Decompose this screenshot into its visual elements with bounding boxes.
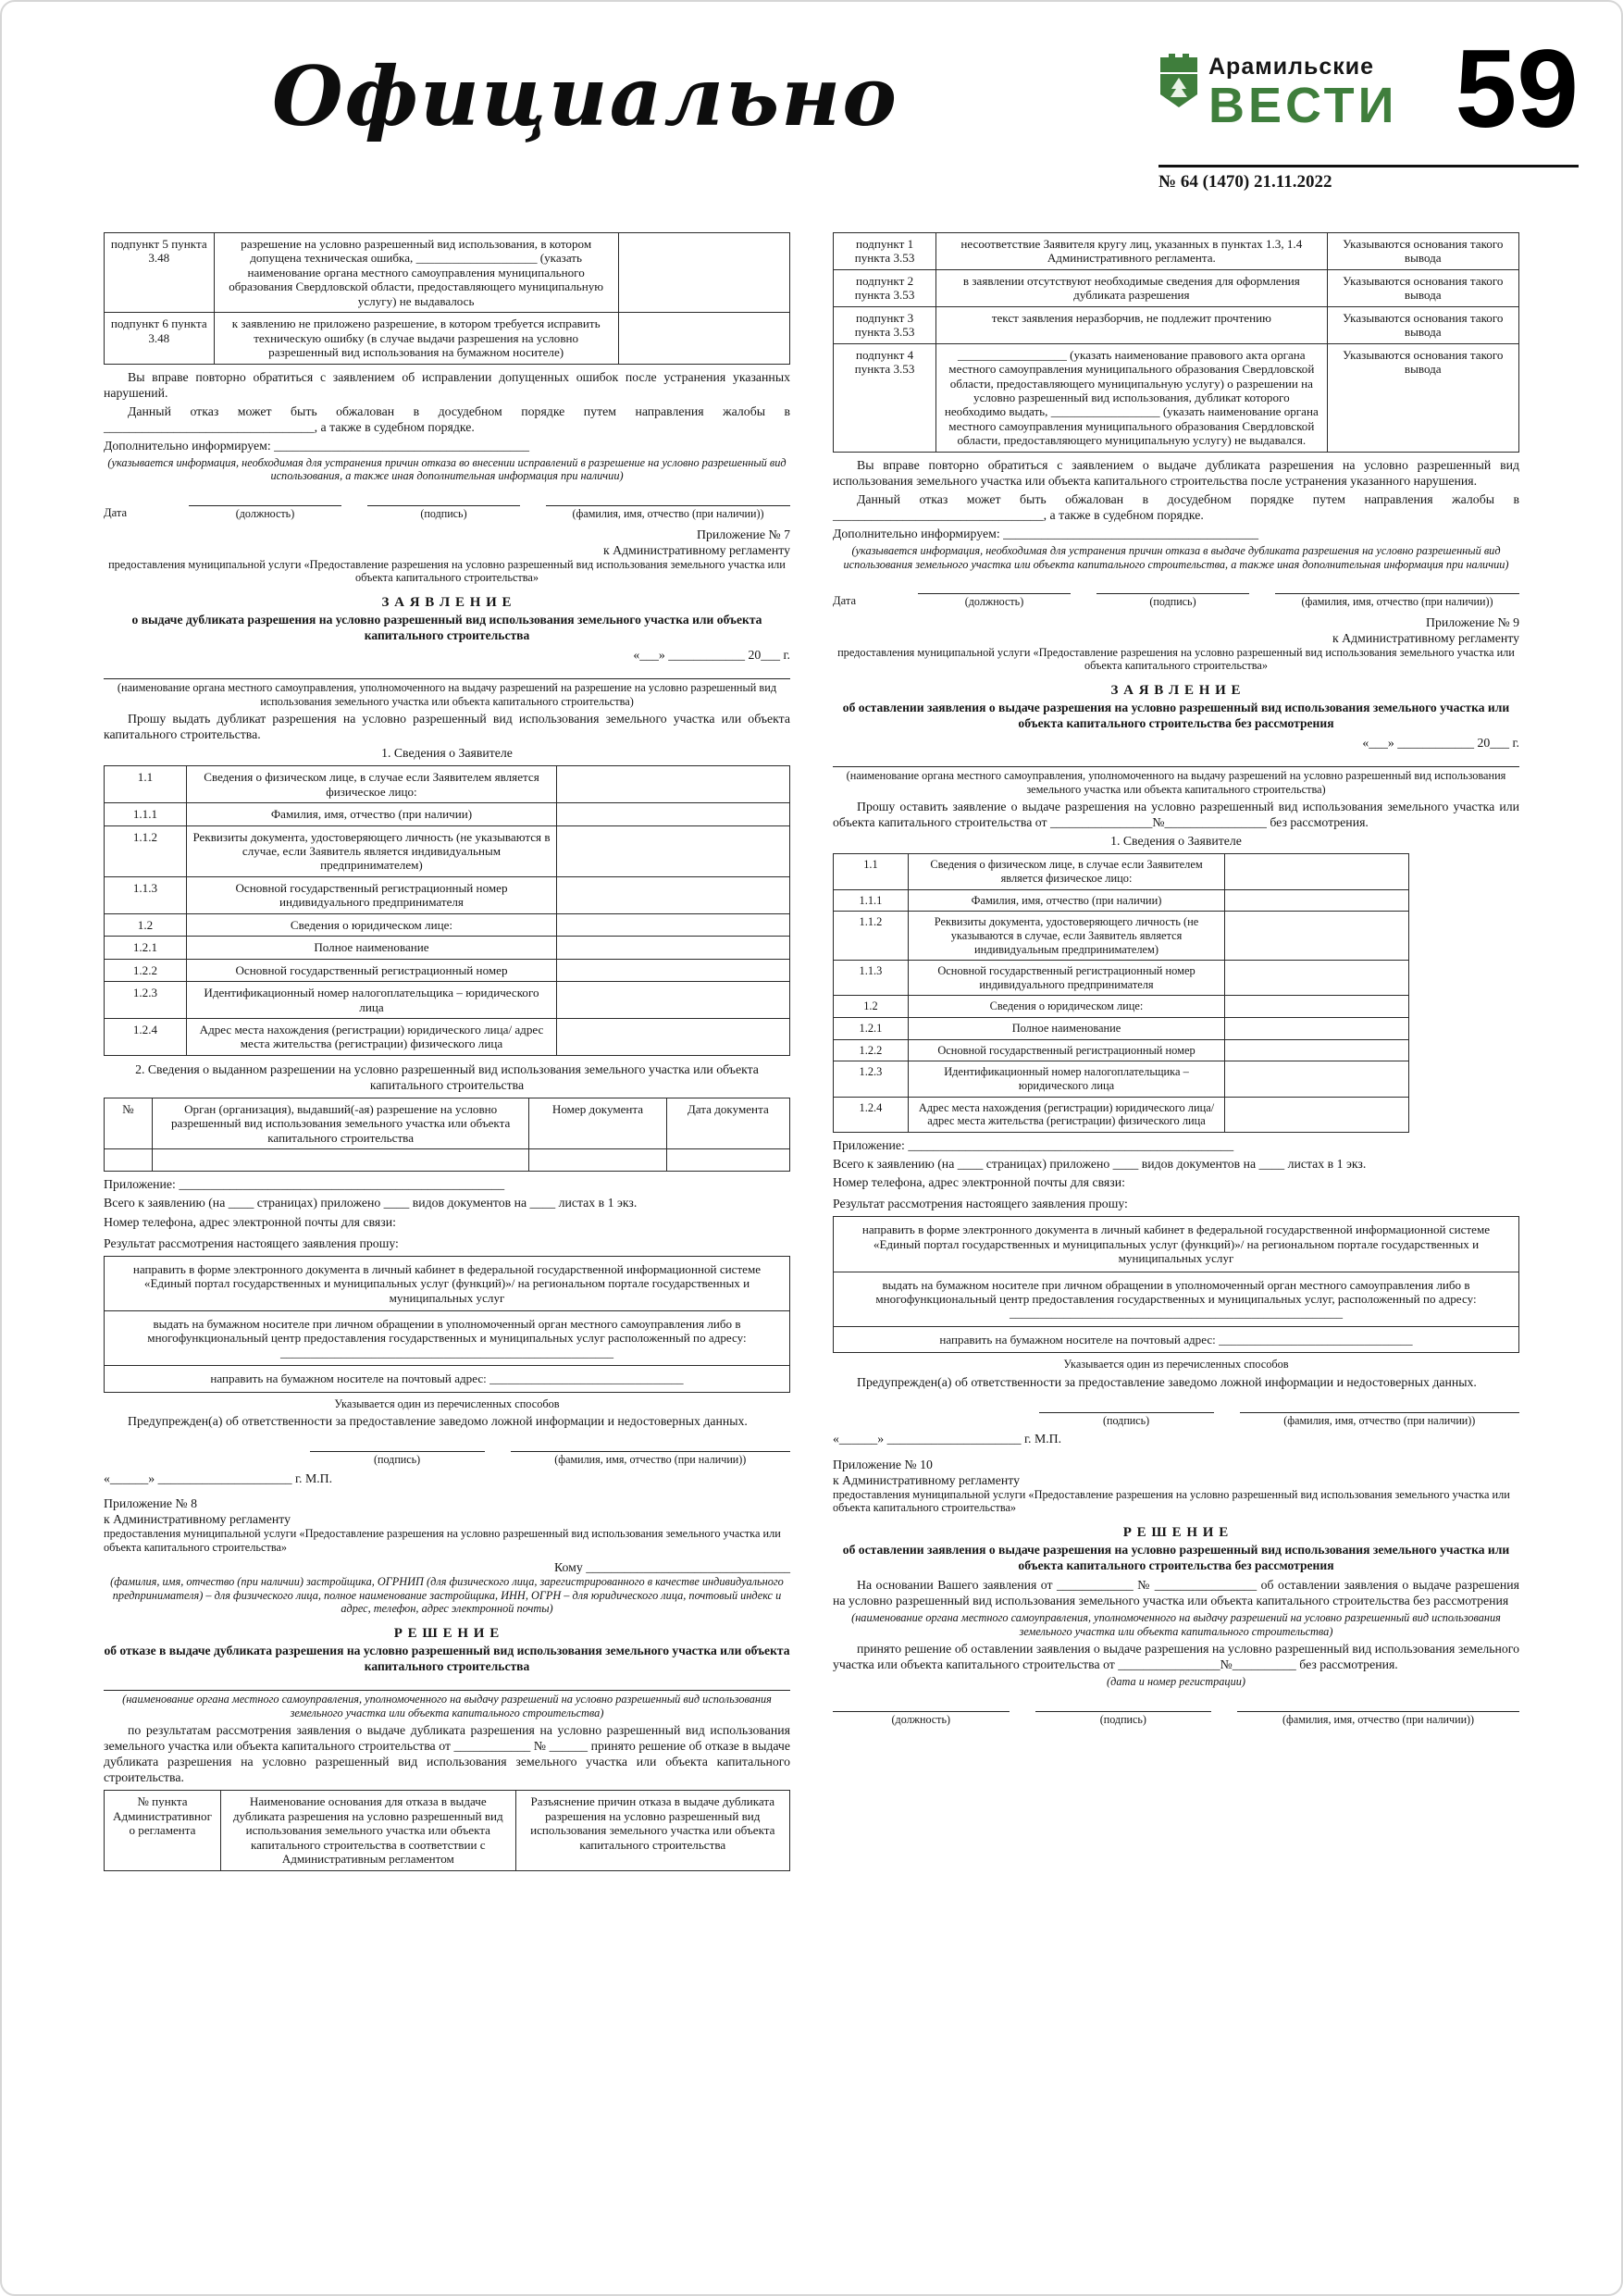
signature-line — [1035, 1700, 1212, 1712]
option-row — [834, 1217, 1519, 1272]
row-number: 1.1.1 — [105, 803, 187, 825]
registration-note: (дата и номер регистрации) — [1107, 1675, 1245, 1689]
table-row — [105, 937, 790, 959]
value-cell — [1225, 961, 1409, 996]
value-cell — [557, 1018, 790, 1055]
table-row — [834, 854, 1409, 889]
option-postal: направить на бумажном носителе на почтовый адрес: ________________________________ — [105, 1366, 790, 1392]
request-paragraph: Прошу оставить заявление о выдаче разрешения на условно разрешенный вид использования земельного участка или объекта капитального строительства от ________________№________________ без рассмотрения. — [833, 800, 1519, 830]
reason-cell: в заявлении отсутствуют необходимые сведения для оформления дубликата разрешения — [936, 269, 1327, 306]
brand-names — [1208, 54, 1398, 133]
date-seal-line: «______» _____________________ г. М.П. — [833, 1432, 1062, 1446]
signature-slot — [367, 494, 520, 521]
coat-of-arms-icon — [1158, 54, 1199, 107]
appendix10-label: Приложение № 10 — [833, 1457, 933, 1471]
option-electronic: направить в форме электронного документа в личный кабинет в федеральной государственной информационной системе «Единый портал государственных и муниципальных услуг (функций)»/ на региональном портале государственных и муниципальных услуг — [834, 1217, 1519, 1272]
signature-row — [833, 1700, 1519, 1727]
issued-permit-section-title: 2. Сведения о выданном разрешении на условно разрешенный вид использования земельного участка или объекта капитального строительства — [135, 1061, 759, 1092]
addressee-note: (фамилия, имя, отчество (при наличии) застройщика, ОГРНИП (для физического лица, зарегистрированного в качестве индивидуального предпринимателя) – для физического лица, полное наименование застройщика, ИНН, ОГРН – для юридического лица, почтовый индекс и адрес, телефон, адрес электронной почты) — [110, 1575, 784, 1616]
row-text: Адрес места нахождения (регистрации) юридического лица/ адрес места жительства (регистрации) физического лица — [186, 1018, 556, 1055]
signature-row — [310, 1440, 790, 1467]
decision-body: по результатам рассмотрения заявления о выдаче дубликата разрешения на условно разрешенный вид использования земельного участка или объекта капитального строительства от ____________ № ______ принято решение об отказе в выдаче дубликата разрешения на условно разрешенный вид использования земельного участка или объекта капитального строительства. — [104, 1723, 790, 1785]
fio-slot — [1237, 1700, 1519, 1727]
option-row — [105, 1366, 790, 1392]
signature-slot — [310, 1440, 485, 1467]
appendix9-label: Приложение № 9 — [1425, 614, 1519, 629]
appeal-paragraph: Данный отказ может быть обжалован в досудебном порядке путем направления жалобы в _________________________________, а также в судебном порядке. — [104, 403, 790, 434]
duplicate-refusal-table — [833, 232, 1519, 453]
signature-slot — [1035, 1700, 1212, 1727]
application-title: З А Я В Л Е Н И Е — [1110, 682, 1242, 698]
row-number: 1.1.1 — [834, 889, 909, 912]
request-paragraph: Прошу выдать дубликат разрешения на условно разрешенный вид использования земельного участка или объекта капитального строительства. — [104, 712, 790, 742]
table-row — [834, 1018, 1409, 1040]
clause-cell: подпункт 1 пункта 3.53 — [834, 233, 936, 270]
clause-cell: подпункт 4 пункта 3.53 — [834, 343, 936, 452]
row-text: Реквизиты документа, удостоверяющего личность (не указываются в случае, если Заявитель является индивидуальным предпринимателем) — [908, 912, 1224, 961]
additional-info-line: Дополнительно информируем: ________________________________________ — [833, 527, 1259, 541]
signature-slot — [1096, 582, 1249, 609]
basis-cell: Указываются основания такого вывода — [1327, 343, 1518, 452]
row-text: Фамилия, имя, отчество (при наличии) — [908, 889, 1224, 912]
row-number: 1.2.1 — [105, 937, 187, 959]
appendix7-label: Приложение № 7 — [696, 527, 790, 541]
row-number: 1.2.2 — [834, 1039, 909, 1061]
date-label: Дата — [104, 505, 128, 519]
signature-label: (подпись) — [420, 506, 467, 520]
phone-line: Номер телефона, адрес электронной почты для связи: — [833, 1175, 1125, 1190]
value-cell — [557, 803, 790, 825]
fio-slot — [1240, 1401, 1519, 1428]
table-row — [834, 912, 1409, 961]
org-name-note: (наименование органа местного самоуправления, уполномоченного на выдачу разрешений на условно разрешенный вид использования земельного участка или объекта капитального строительства) — [846, 769, 1506, 796]
reason-cell: разрешение на условно разрешенный вид использования, в котором допущена техническая ошибка, ____________________ (указать наименование органа местного самоуправления муниципального образования Свердловской области, предоставляющего муниципальную услугу) не выдавалось — [214, 233, 618, 313]
appendix8-label: Приложение № 8 — [104, 1496, 198, 1510]
table-row — [834, 889, 1409, 912]
table-row — [834, 306, 1519, 343]
totals-line: Всего к заявлению (на ____ страницах) приложено ____ видов документов на ____ листах в 1 экз. — [833, 1156, 1367, 1171]
col-docdate-header: Дата документа — [666, 1098, 789, 1149]
value-cell — [557, 982, 790, 1019]
table-row — [834, 996, 1409, 1018]
row-text: Основной государственный регистрационный номер индивидуального предпринимателя — [908, 961, 1224, 996]
fio-slot — [511, 1440, 790, 1467]
table-row — [834, 1039, 1409, 1061]
signature-row — [833, 582, 1519, 609]
refusal-grounds-table — [104, 1790, 790, 1870]
admin-reglament-line: к Административному регламенту — [833, 1472, 1021, 1487]
basis-cell — [618, 313, 789, 364]
appeal-paragraph: Данный отказ может быть обжалован в досудебном порядке путем направления жалобы в _________________________________, а также в судебном порядке. — [833, 491, 1519, 522]
application-title: З А Я В Л Е Н И Е — [381, 594, 513, 610]
date-blank-line: «___» ____________ 20___ г. — [1362, 736, 1519, 751]
fio-label: (фамилия, имя, отчество (при наличии)) — [1301, 595, 1493, 609]
value-cell — [1225, 1097, 1409, 1132]
row-number: 1.1 — [105, 766, 187, 803]
table-row — [834, 233, 1519, 270]
table-row — [105, 1018, 790, 1055]
service-description-line: предоставления муниципальной услуги «Предоставление разрешения на условно разрешенный вид использования земельного участка или объекта капитального строительства» — [833, 1487, 1510, 1515]
value-cell — [1225, 1061, 1409, 1097]
signature-line — [1096, 582, 1249, 594]
section-title: Официально — [272, 48, 898, 144]
row-text: Сведения о юридическом лице: — [186, 913, 556, 936]
option-row — [834, 1272, 1519, 1326]
position-label: (должность) — [891, 1712, 951, 1726]
row-text: Идентификационный номер налогоплательщика – юридического лица — [908, 1061, 1224, 1097]
service-description-line: предоставления муниципальной услуги «Предоставление разрешения на условно разрешенный вид использования земельного участка или объекта капитального строительства» — [108, 557, 786, 585]
explanation-header: Разъяснение причин отказа в выдаче дубликата разрешения на условно разрешенный вид использования земельного участка или объекта капитального строительства — [515, 1791, 789, 1870]
warning-paragraph: Предупрежден(а) об ответственности за предоставление заведомо ложной информации и недостоверных данных. — [128, 1414, 748, 1429]
position-slot — [189, 494, 341, 521]
option-row — [834, 1326, 1519, 1352]
clause-header: № пункта Административного регламента — [105, 1791, 221, 1870]
signature-line — [1275, 582, 1519, 594]
fio-label: (фамилия, имя, отчество (при наличии)) — [572, 506, 764, 520]
value-cell — [557, 825, 790, 876]
page-number: 59 — [1455, 27, 1579, 151]
basis-cell: Указываются основания такого вывода — [1327, 233, 1518, 270]
table-row — [105, 982, 790, 1019]
table-row — [834, 1097, 1409, 1132]
basis-cell — [618, 233, 789, 313]
col-authority-header: Орган (организация), выдавший(-ая) разрешение на условно разрешенный вид использования земельного участка или объекта капитального строительства — [152, 1098, 529, 1149]
value-cell — [557, 959, 790, 981]
table-row — [105, 233, 790, 313]
signature-line — [833, 1700, 1010, 1712]
signature-line — [189, 494, 341, 506]
applicant-section-title: 1. Сведения о Заявителе — [1110, 834, 1242, 849]
reason-cell: текст заявления неразборчив, не подлежит прочтению — [936, 306, 1327, 343]
fio-label: (фамилия, имя, отчество (при наличии)) — [554, 1453, 747, 1467]
row-text: Сведения о физическом лице, в случае если Заявителем является физическое лицо: — [186, 766, 556, 803]
fio-label: (фамилия, имя, отчество (при наличии)) — [1282, 1712, 1475, 1726]
row-text: Полное наименование — [908, 1018, 1224, 1040]
option-electronic: направить в форме электронного документа в личный кабинет в федеральной государственной информационной системе «Единый портал государственных и муниципальных услуг (функций)»/ на региональном портале государственных и муниципальных услуг — [105, 1256, 790, 1310]
row-text: Фамилия, имя, отчество (при наличии) — [186, 803, 556, 825]
org-fill-line — [104, 1678, 790, 1691]
org-name-note: (наименование органа местного самоуправления, уполномоченного на выдачу разрешений на разрешение на условно разрешенный вид использования земельного участка или объекта капитального строительства) — [117, 681, 777, 708]
value-cell — [1225, 854, 1409, 889]
row-number: 1.2 — [105, 913, 187, 936]
value-cell — [557, 937, 790, 959]
signature-line — [1039, 1401, 1214, 1413]
date-seal-line: «______» _____________________ г. М.П. — [104, 1471, 333, 1485]
date-label: Дата — [833, 594, 857, 608]
result-request-line: Результат рассмотрения настоящего заявления прошу: — [104, 1235, 399, 1250]
warning-paragraph: Предупрежден(а) об ответственности за предоставление заведомо ложной информации и недостоверных данных. — [857, 1374, 1477, 1389]
retry-paragraph: Вы вправе повторно обратиться с заявлением об исправлении допущенных ошибок после устранения указанных нарушений. — [104, 369, 790, 400]
info-note: (указывается информация, необходимая для устранения причин отказа в выдаче дубликата разрешения на условно разрешенный вид использования земельного участка или объекта капитального строительства, а также иная дополнительная информация при наличии) — [843, 544, 1509, 571]
table-row — [105, 313, 790, 364]
applicant-section-title: 1. Сведения о Заявителе — [381, 746, 513, 761]
row-text: Основной государственный регистрационный номер — [908, 1039, 1224, 1061]
signature-line — [310, 1440, 485, 1452]
row-number: 1.2.3 — [105, 982, 187, 1019]
options-caption: Указывается один из перечисленных способов — [334, 1396, 560, 1410]
content-columns — [104, 228, 1519, 1876]
position-label: (должность) — [964, 595, 1024, 609]
value-cell — [1225, 1039, 1409, 1061]
applicant-table — [833, 853, 1409, 1132]
value-cell — [1225, 1018, 1409, 1040]
attachment-line: Приложение: ___________________________________________________ — [104, 1177, 505, 1192]
signature-line — [511, 1440, 790, 1452]
result-request-line: Результат рассмотрения настоящего заявления прошу: — [833, 1197, 1128, 1211]
masthead-rule — [1158, 165, 1579, 168]
decision-body-end: принято решение об оставлении заявления о выдаче разрешения на условно разрешенный вид использования земельного участка или объекта капитального строительства от ________________№__________ без рассмотрения. — [833, 1642, 1519, 1672]
row-text: Основной государственный регистрационный номер индивидуального предпринимателя — [186, 876, 556, 913]
reason-cell: к заявлению не приложено разрешение, в котором требуется исправить техническую ошибку (в случае выдачи разрешения на условно разрешенный вид использования на бумажном носителе) — [214, 313, 618, 364]
row-number: 1.1 — [834, 854, 909, 889]
option-paper-office — [105, 1311, 790, 1366]
row-number: 1.1.2 — [105, 825, 187, 876]
table-row — [834, 269, 1519, 306]
option-paper-office — [834, 1272, 1519, 1326]
row-text: Сведения о физическом лице, в случае если Заявителем является физическое лицо: — [908, 854, 1224, 889]
decision-subtitle: об оставлении заявления о выдаче разрешения на условно разрешенный вид использования земельного участка или объекта капитального строительства без рассмотрения — [842, 1543, 1510, 1572]
org-name-note: (наименование органа местного самоуправления, уполномоченного на выдачу разрешений на условно разрешенный вид использования земельного участка или объекта капитального строительства) — [851, 1611, 1501, 1638]
value-cell — [1225, 996, 1409, 1018]
option-paper-office-blank: _______________________________________________________ — [279, 1345, 614, 1359]
option-row — [105, 1311, 790, 1366]
info-note: (указывается информация, необходимая для устранения причин отказа во внесении исправлений в разрешение на условно разрешенный вид использования, а также иная дополнительная информация при наличии) — [107, 455, 787, 483]
row-text: Адрес места нахождения (регистрации) юридического лица/ адрес места жительства (регистрации) физического лица — [908, 1097, 1224, 1132]
totals-line: Всего к заявлению (на ____ страницах) приложено ____ видов документов на ____ листах в 1 экз. — [104, 1196, 638, 1210]
brand-name-big: ВЕСТИ — [1208, 78, 1398, 133]
clause-cell: подпункт 2 пункта 3.53 — [834, 269, 936, 306]
fio-slot — [546, 494, 790, 521]
left-column — [104, 228, 790, 1876]
applicant-table — [104, 765, 790, 1056]
admin-reglament-line: к Административному регламенту — [104, 1512, 291, 1527]
decision-title: Р Е Ш Е Н И Е — [1122, 1524, 1230, 1540]
table-header-row — [105, 1791, 790, 1870]
clause-cell: подпункт 6 пункта 3.48 — [105, 313, 215, 364]
addressee-line: Кому ________________________________ — [554, 1560, 790, 1575]
signature-label: (подпись) — [373, 1453, 421, 1467]
newspaper-brand — [1158, 54, 1398, 133]
value-cell — [557, 913, 790, 936]
col-docnumber-header: Номер документа — [529, 1098, 666, 1149]
reason-cell: несоответствие Заявителя кругу лиц, указанных в пунктах 1.3, 1.4 Административного регламента. — [936, 233, 1327, 270]
row-text: Реквизиты документа, удостоверяющего личность (не указываются в случае, если Заявитель является индивидуальным предпринимателем) — [186, 825, 556, 876]
table-header-row — [105, 1098, 790, 1149]
col-number-header: № — [105, 1098, 153, 1149]
option-row — [105, 1256, 790, 1310]
position-slot — [918, 582, 1071, 609]
attachment-line: Приложение: ___________________________________________________ — [833, 1137, 1234, 1152]
signature-line — [367, 494, 520, 506]
decision-title: Р Е Ш Е Н И Е — [393, 1625, 501, 1641]
service-description-line: предоставления муниципальной услуги «Предоставление разрешения на условно разрешенный вид использования земельного участка или объекта капитального строительства» — [837, 645, 1515, 673]
application-subtitle: о выдаче дубликата разрешения на условно разрешенный вид использования земельного участка или объекта капитального строительства — [131, 613, 762, 642]
issued-permit-table — [104, 1098, 790, 1172]
value-cell — [557, 766, 790, 803]
signature-line — [1240, 1401, 1519, 1413]
row-number: 1.1.3 — [834, 961, 909, 996]
basis-cell: Указываются основания такого вывода — [1327, 306, 1518, 343]
option-postal: направить на бумажном носителе на почтовый адрес: ________________________________ — [834, 1326, 1519, 1352]
row-number: 1.1.3 — [105, 876, 187, 913]
row-number: 1.2.2 — [105, 959, 187, 981]
right-column — [833, 228, 1519, 1876]
row-number: 1.2.1 — [834, 1018, 909, 1040]
position-label: (должность) — [235, 506, 295, 520]
issue-date: № 64 (1470) 21.11.2022 — [1158, 172, 1332, 192]
delivery-options-table — [104, 1256, 790, 1393]
ground-header: Наименование основания для отказа в выдаче дубликата разрешения на условно разрешенный вид использования земельного участка или объекта капитального строительства в соответствии с Административным регламентом — [220, 1791, 515, 1870]
signature-label: (подпись) — [1102, 1413, 1150, 1427]
row-text: Полное наименование — [186, 937, 556, 959]
table-row — [105, 876, 790, 913]
basis-cell: Указываются основания такого вывода — [1327, 269, 1518, 306]
table-row — [105, 913, 790, 936]
options-caption: Указывается один из перечисленных способов — [1063, 1358, 1289, 1371]
row-number: 1.2 — [834, 996, 909, 1018]
table-row — [834, 961, 1409, 996]
admin-reglament-line: к Административному регламенту — [1332, 630, 1519, 645]
signature-line — [546, 494, 790, 506]
reason-cell: __________________ (указать наименование правового акта органа местного самоуправления муниципального образования Свердловской области, предоставляющего муниципальную услугу) о разрешении на условно разрешенный вид использования, дубликат которого необходимо выдать, __________________ (указать наименование органа местного самоуправления муниципального образования Свердловской области, предоставляющего муниципальную услугу) не выдавался. — [936, 343, 1327, 452]
fio-slot — [1275, 582, 1519, 609]
table-row — [105, 825, 790, 876]
row-number: 1.2.4 — [834, 1097, 909, 1132]
clause-cell: подпункт 3 пункта 3.53 — [834, 306, 936, 343]
option-paper-office-blank: _______________________________________________________ — [1009, 1306, 1344, 1321]
signature-row — [1039, 1401, 1519, 1428]
value-cell — [557, 876, 790, 913]
value-cell — [1225, 912, 1409, 961]
brand-name-small: Арамильские — [1208, 54, 1375, 80]
date-blank-line: «___» ____________ 20___ г. — [633, 647, 790, 662]
value-cell — [1225, 889, 1409, 912]
option-paper-office-text: выдать на бумажном носителе при личном обращении в уполномоченный орган местного самоуправления либо в многофункциональный центр предоставления государственных и муниципальных услуг, расположенный по адресу: — [875, 1277, 1477, 1306]
decision-body-start: На основании Вашего заявления от ____________ № ________________ об оставлении заявления о выдаче разрешения на условно разрешенный вид использования земельного участка или объекта капитального строительства без рассмотрения — [833, 1577, 1519, 1607]
table-row — [105, 766, 790, 803]
signature-label: (подпись) — [1099, 1712, 1146, 1726]
retry-paragraph: Вы вправе повторно обратиться с заявлением о выдаче дубликата разрешения на условно разрешенный вид использования земельного участка или объекта капитального строительства после устранения указанного нарушения. — [833, 457, 1519, 488]
delivery-options-table — [833, 1216, 1519, 1353]
table-row — [834, 343, 1519, 452]
fio-label: (фамилия, имя, отчество (при наличии)) — [1283, 1413, 1476, 1427]
decision-subtitle: об отказе в выдаче дубликата разрешения на условно разрешенный вид использования земельного участка или объекта капитального строительства — [104, 1644, 790, 1673]
table-row — [834, 1061, 1409, 1097]
org-name-note: (наименование органа местного самоуправления, уполномоченного на выдачу разрешений на условно разрешенный вид использования земельного участка или объекта капитального строительства) — [122, 1693, 772, 1719]
signature-row — [104, 494, 790, 521]
service-description-line: предоставления муниципальной услуги «Предоставление разрешения на условно разрешенный вид использования земельного участка или объекта капитального строительства» — [104, 1527, 781, 1554]
row-text: Сведения о юридическом лице: — [908, 996, 1224, 1018]
correction-refusal-table — [104, 232, 790, 365]
signature-line — [1237, 1700, 1519, 1712]
additional-info-line: Дополнительно информируем: ________________________________________ — [104, 438, 530, 453]
signature-label: (подпись) — [1149, 595, 1196, 609]
row-text: Идентификационный номер налогоплательщика – юридического лица — [186, 982, 556, 1019]
table-row — [105, 803, 790, 825]
clause-cell: подпункт 5 пункта 3.48 — [105, 233, 215, 313]
empty-row — [105, 1149, 790, 1172]
application-subtitle: об оставлении заявления о выдаче разрешения на условно разрешенный вид использования земельного участка или объекта капитального строительства без рассмотрения — [842, 701, 1510, 730]
row-number: 1.2.4 — [105, 1018, 187, 1055]
signature-line — [918, 582, 1071, 594]
position-slot — [833, 1700, 1010, 1727]
admin-reglament-line: к Административному регламенту — [602, 542, 790, 557]
org-fill-line — [833, 754, 1519, 767]
phone-line: Номер телефона, адрес электронной почты для связи: — [104, 1214, 396, 1229]
row-text: Основной государственный регистрационный номер — [186, 959, 556, 981]
table-row — [105, 959, 790, 981]
row-number: 1.1.2 — [834, 912, 909, 961]
option-paper-office-text: выдать на бумажном носителе при личном обращении в уполномоченный орган местного самоуправления либо в многофункциональный центр предоставления государственных и муниципальных услуг расположенный по адресу: — [147, 1317, 747, 1346]
signature-slot — [1039, 1401, 1214, 1428]
row-number: 1.2.3 — [834, 1061, 909, 1097]
org-fill-line — [104, 666, 790, 679]
